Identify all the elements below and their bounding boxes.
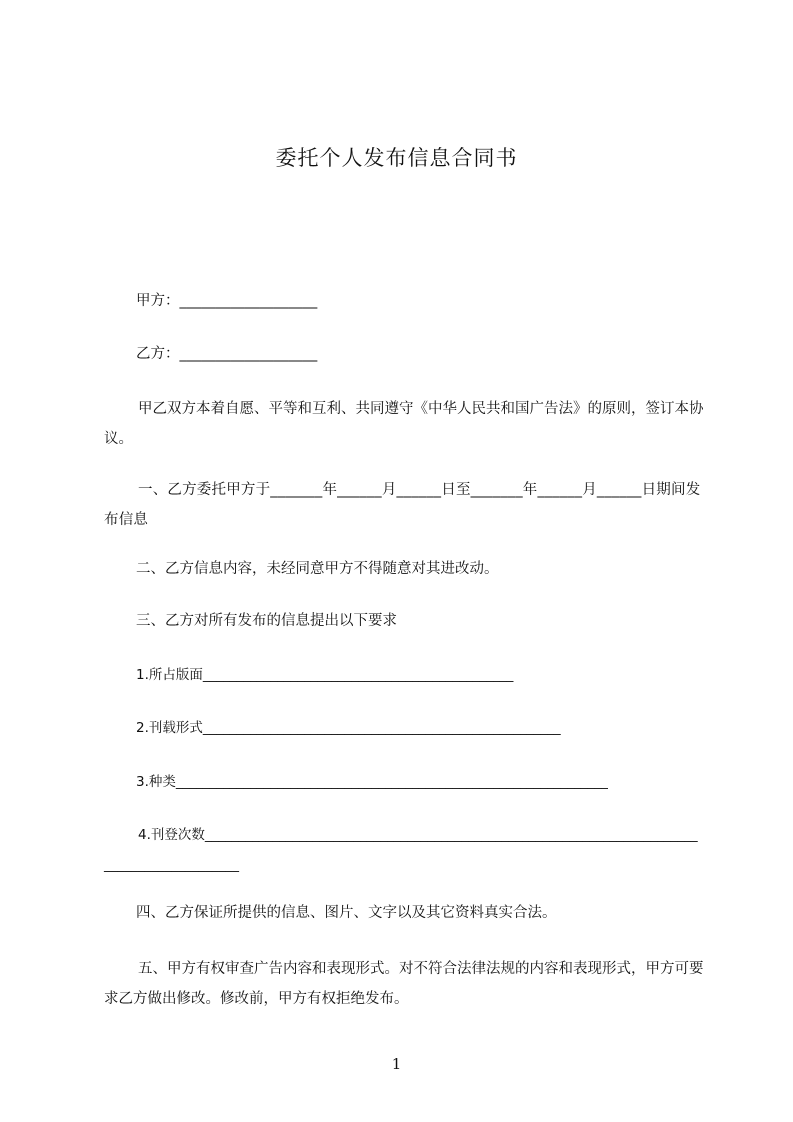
clause-2-line: 二、乙方信息内容，未经同意甲方不得随意对其进改动。 xyxy=(136,561,499,577)
document-title: 委托个人发布信息合同书 xyxy=(275,146,518,170)
requirement-3-line: 3.种类________________________________________________________________ xyxy=(136,774,608,790)
requirement-1-line: 1.所占版面______________________________________________ xyxy=(136,667,514,683)
clause-3-line: 三、乙方对所有发布的信息提出以下要求 xyxy=(136,613,397,629)
party-a-label: 甲方： xyxy=(136,293,180,309)
page-number: 1 xyxy=(391,1055,402,1073)
clause-4-line: 四、乙方保证所提供的信息、图片、文字以及其它资料真实合法。 xyxy=(136,905,557,921)
party-b-blank: ___________________ xyxy=(179,346,318,362)
party-a-blank: ___________________ xyxy=(179,293,318,309)
party-b-line xyxy=(136,344,317,364)
party-b-label: 乙方： xyxy=(136,346,180,362)
clause-1-paragraph: 一、乙方委托甲方于_______年______月______日至_______年______月______日期间发布信息 xyxy=(104,482,701,528)
requirement-2-line: 2.刊载形式_____________________________________________________ xyxy=(136,720,561,736)
requirement-4-paragraph: 4.刊登次数_____________________________________________________________________________________________ xyxy=(104,827,698,873)
preamble-paragraph: 甲乙双方本着自愿、平等和互利、共同遵守《中华人民共和国广告法》的原则，签订本协议。 xyxy=(104,401,704,447)
party-a-line xyxy=(136,291,317,311)
clause-5-paragraph: 五、甲方有权审查广告内容和表现形式。对不符合法律法规的内容和表现形式，甲方可要求乙方做出修改。修改前，甲方有权拒绝发布。 xyxy=(104,961,704,1007)
